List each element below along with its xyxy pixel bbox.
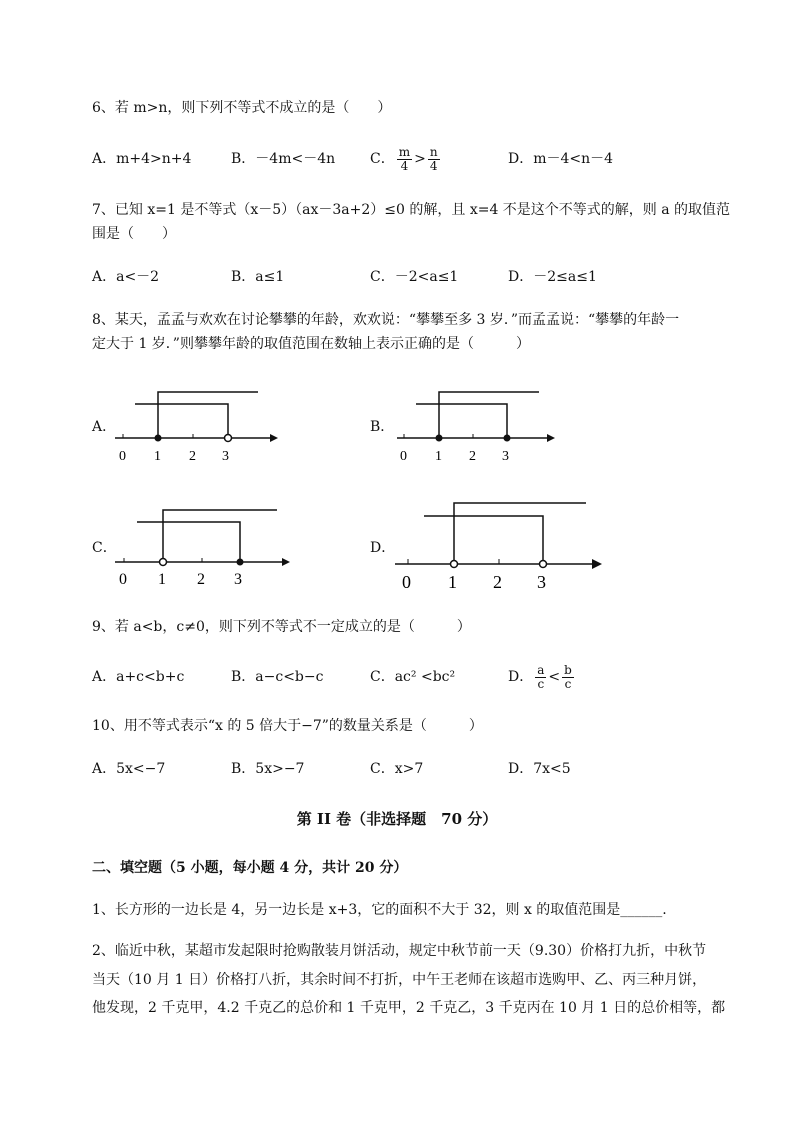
q8-option-c-label: C． <box>92 540 117 556</box>
tick-label-3: 3 <box>502 449 509 464</box>
axis-arrow <box>282 558 290 566</box>
point-1-solid <box>436 435 443 442</box>
q8-stem-line2: 定大于 1 岁．”则攀攀年龄的取值范围在数轴上表示正确的是（ ） <box>92 336 530 352</box>
q6-option-b: B．－4m<－4n <box>231 151 336 167</box>
tick-label-1: 1 <box>448 572 457 592</box>
tick-label-1: 1 <box>154 449 161 464</box>
q7-stem-line2: 围是（ ） <box>92 226 176 242</box>
tick-label-3: 3 <box>234 571 242 588</box>
range-left <box>137 522 240 562</box>
q8-option-c-number-line <box>110 503 300 588</box>
section2-title: 二、填空题（5 小题，每小题 4 分，共计 20 分） <box>92 860 408 876</box>
q10-option-b: B．5x>−7 <box>231 761 305 777</box>
tick-label-0: 0 <box>119 571 127 588</box>
q8-stem-line1: 8、某天，孟孟与欢欢在讨论攀攀的年龄，欢欢说：“攀攀至多 3 岁．”而孟孟说：“攀攀的年龄一 <box>92 312 680 328</box>
axis-arrow <box>547 434 555 442</box>
fill-q2-line2: 当天（10 月 1 日）价格打八折，其余时间不打折，中午王老师在该超市选购甲、乙、丙三种月饼， <box>92 972 707 988</box>
tick-label-2: 2 <box>189 449 196 464</box>
axis-arrow <box>592 559 602 569</box>
range-right <box>163 510 277 562</box>
range-left <box>424 516 543 564</box>
q6-option-c-frac-right: $\frac{n}{4}$ <box>429 144 438 173</box>
point-3-hollow <box>540 561 547 568</box>
tick-label-0: 0 <box>400 449 407 464</box>
tick-label-1: 1 <box>435 449 442 464</box>
part2-title: 第 II 卷（非选择题 70 分） <box>296 810 498 828</box>
range-right <box>454 503 586 564</box>
q7-option-c: C．－2<a≤1 <box>370 269 459 285</box>
q9-option-a: A．a+c<b+c <box>92 669 185 685</box>
q10-option-d: D．7x<5 <box>508 761 571 777</box>
q6-option-d: D．m－4<n－4 <box>508 151 614 167</box>
q10-option-c: C．x>7 <box>370 761 424 777</box>
q6-option-c-op: > <box>414 151 426 167</box>
q9-option-d-frac-left: $\frac{a}{c}$ <box>537 662 545 691</box>
q9-stem: 9、若 a<b，c≠0，则下列不等式不一定成立的是（ ） <box>92 619 471 635</box>
q6-stem: 6、若 m>n，则下列不等式不成立的是（ ） <box>92 100 392 116</box>
range-right <box>439 392 539 438</box>
point-3-solid <box>504 435 511 442</box>
q8-option-d-label: D． <box>370 540 396 556</box>
point-1-solid <box>155 435 162 442</box>
q7-option-a: A．a<－2 <box>92 269 160 285</box>
q6-option-c <box>370 142 442 176</box>
q9-option-b: B．a−c<b−c <box>231 669 324 685</box>
fill-q1: 1、长方形的一边长是 4，另一边长是 x+3，它的面积不大于 32，则 x 的取值范围是______. <box>92 902 667 918</box>
tick-label-3: 3 <box>537 572 546 592</box>
q8-option-a-label: A． <box>92 419 117 435</box>
q6-option-c-frac-left: $\frac{m}{4}$ <box>398 144 411 173</box>
fill-q2-line1: 2、临近中秋，某超市发起限时抢购散装月饼活动，规定中秋节前一天（9.30）价格打九折，中秋节 <box>92 943 707 959</box>
q7-option-b: B．a≤1 <box>231 269 285 285</box>
point-1-hollow <box>451 561 458 568</box>
q9-option-d <box>508 660 576 694</box>
range-right <box>158 392 258 438</box>
q9-option-d-op: < <box>548 669 561 685</box>
q7-stem-line1: 7、已知 x=1 是不等式（x－5）（ax－3a+2）≤0 的解，且 x=4 不是这个不等式的解，则 a 的取值范 <box>92 202 731 218</box>
q6-option-c-label: C． <box>370 151 395 167</box>
q8-option-d-number-line <box>390 496 610 592</box>
q6-option-a: A．m+4>n+4 <box>92 151 192 167</box>
tick-label-1: 1 <box>158 571 166 588</box>
tick-label-0: 0 <box>402 572 411 592</box>
q7-option-d: D．－2≤a≤1 <box>508 269 597 285</box>
range-left <box>416 404 507 438</box>
tick-label-0: 0 <box>119 449 126 464</box>
point-3-solid <box>237 559 244 566</box>
q8-option-a-number-line <box>110 385 280 465</box>
q8-option-b-number-line <box>392 385 562 465</box>
tick-label-2: 2 <box>197 571 205 588</box>
q8-option-b-label: B． <box>370 419 395 435</box>
q9-option-d-label: D． <box>508 669 534 685</box>
q10-stem: 10、用不等式表示“x 的 5 倍大于−7”的数量关系是（ ） <box>92 718 483 734</box>
point-3-hollow <box>225 435 232 442</box>
point-1-hollow <box>160 559 167 566</box>
tick-label-3: 3 <box>222 449 229 464</box>
fill-q2-line3: 他发现，2 千克甲，4.2 千克乙的总价和 1 千克甲，2 千克乙，3 千克丙在 10 月 1 日的总价相等，都 <box>92 1000 726 1016</box>
range-left <box>135 404 228 438</box>
axis-arrow <box>270 434 278 442</box>
q10-option-a: A．5x<−7 <box>92 761 166 777</box>
q9-option-c: C．ac² <bc² <box>370 669 456 685</box>
tick-label-2: 2 <box>469 449 476 464</box>
tick-label-2: 2 <box>493 572 502 592</box>
q9-option-d-frac-right: $\frac{b}{c}$ <box>564 662 572 691</box>
